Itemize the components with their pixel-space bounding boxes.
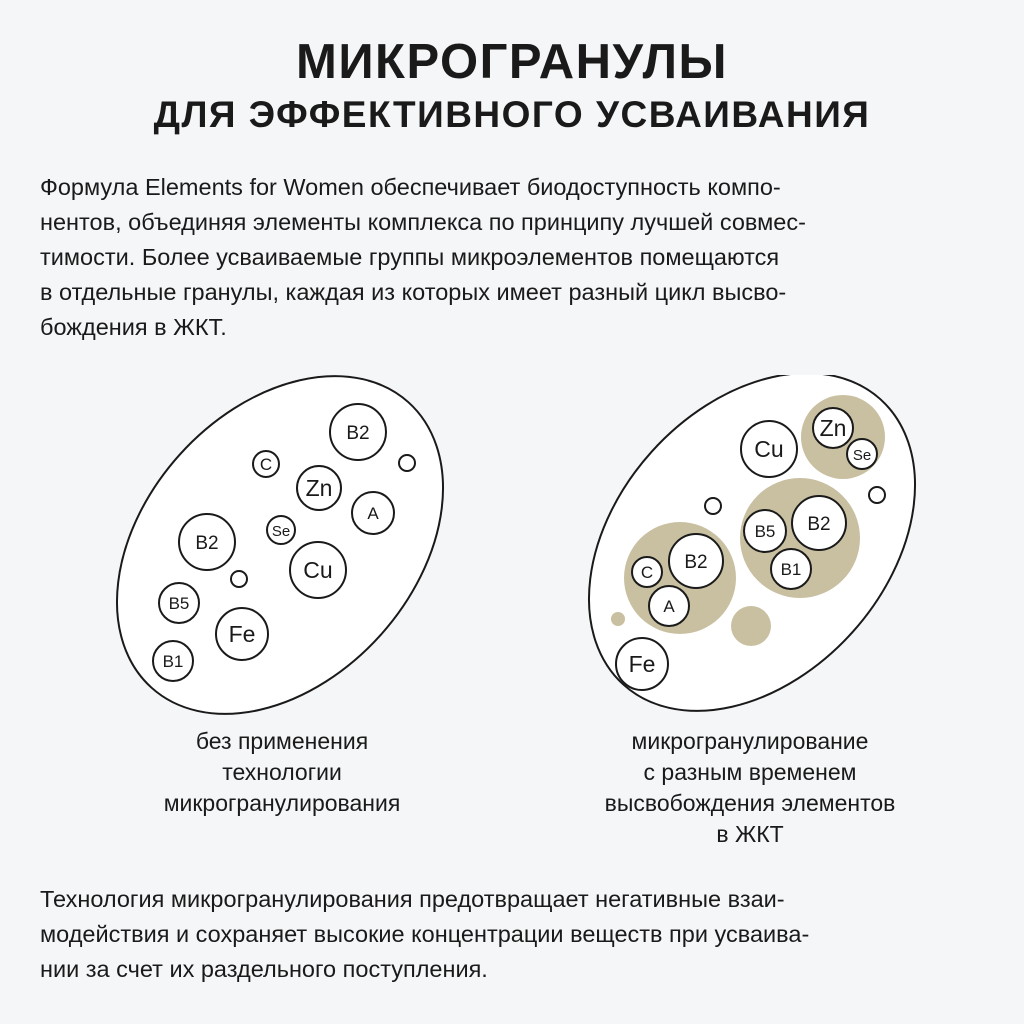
left-element-c xyxy=(253,451,279,477)
left-small-dot xyxy=(231,571,247,587)
outro-line: нии за счет их раздельного поступления. xyxy=(40,956,488,982)
right-solid-granule xyxy=(731,606,771,646)
svg-text:Cu: Cu xyxy=(754,436,784,462)
right-element-c xyxy=(632,557,662,587)
svg-text:Se: Se xyxy=(271,523,291,540)
right-element-cu xyxy=(741,421,797,477)
right-capsule xyxy=(523,375,981,720)
svg-text:C: C xyxy=(259,455,273,474)
left-element-a xyxy=(352,492,394,534)
outro-paragraph xyxy=(40,882,990,987)
left-element-fe xyxy=(216,608,268,660)
left-capsule-outline xyxy=(51,375,509,720)
right-element-se xyxy=(847,439,877,469)
svg-text:Fe: Fe xyxy=(628,651,656,677)
svg-text:B2: B2 xyxy=(807,514,831,535)
right-element-b2 xyxy=(792,496,846,550)
left-element-se xyxy=(267,516,295,544)
left-caption xyxy=(97,726,467,819)
svg-text:Cu: Cu xyxy=(303,557,333,583)
svg-text:Se: Se xyxy=(852,447,872,464)
left-capsule xyxy=(51,375,509,720)
right-small-dot xyxy=(705,498,721,514)
left-element-b5 xyxy=(159,583,199,623)
left-caption-line: без применения xyxy=(195,728,369,754)
right-caption-line: микрогранулирование xyxy=(631,728,869,754)
svg-text:B2: B2 xyxy=(195,533,219,554)
intro-line: Формула Elements for Women обеспечивает биодоступность компо- xyxy=(40,174,781,200)
right-element-zn xyxy=(813,408,853,448)
right-granule-c-b2-a xyxy=(624,522,736,634)
svg-text:B2: B2 xyxy=(684,552,708,573)
right-caption-line: в ЖКТ xyxy=(716,821,784,847)
right-granule-zn-se xyxy=(801,395,885,479)
outro-line: Технология микрогранулирования предотвращает негативные взаи- xyxy=(40,886,785,912)
svg-text:B2: B2 xyxy=(346,423,370,444)
left-element-zn xyxy=(297,466,341,510)
left-small-dot xyxy=(399,455,415,471)
right-element-a xyxy=(649,586,689,626)
svg-text:B5: B5 xyxy=(168,594,190,613)
svg-text:A: A xyxy=(367,504,379,523)
page-subtitle: ДЛЯ ЭФФЕКТИВНОГО УСВАИВАНИЯ xyxy=(153,94,871,135)
outro-line: модействия и сохраняет высокие концентрации веществ при усваива- xyxy=(40,921,810,947)
right-element-b2-lower xyxy=(669,534,723,588)
right-granule-b-group xyxy=(740,478,860,598)
right-caption xyxy=(565,726,935,850)
left-caption-line: микрогранулирования xyxy=(163,790,401,816)
left-element-b2-mid xyxy=(179,514,235,570)
right-caption-line: высвобождения элементов xyxy=(604,790,896,816)
svg-text:Fe: Fe xyxy=(228,621,256,647)
right-element-b5 xyxy=(744,510,786,552)
intro-paragraph xyxy=(40,170,990,345)
svg-text:B5: B5 xyxy=(754,522,776,541)
right-element-b1 xyxy=(771,549,811,589)
svg-text:C: C xyxy=(640,563,654,582)
right-caption-line: с разным временем xyxy=(643,759,857,785)
left-element-b1 xyxy=(153,641,193,681)
intro-line: нентов, объединяя элементы комплекса по принципу лучшей совмес- xyxy=(40,209,806,235)
left-caption-line: технологии xyxy=(222,759,342,785)
granule-comparison-diagram xyxy=(0,375,1024,720)
svg-text:A: A xyxy=(663,597,675,616)
svg-text:Zn: Zn xyxy=(305,475,333,501)
page-title: МИКРОГРАНУЛЫ xyxy=(296,35,728,89)
svg-text:B1: B1 xyxy=(780,560,802,579)
svg-text:Zn: Zn xyxy=(819,415,847,441)
intro-line: бождения в ЖКТ. xyxy=(40,314,227,340)
right-solid-granule-small xyxy=(611,612,625,626)
right-element-fe xyxy=(616,638,668,690)
left-element-cu xyxy=(290,542,346,598)
svg-text:B1: B1 xyxy=(162,652,184,671)
intro-line: в отдельные гранулы, каждая из которых имеет разный цикл высво- xyxy=(40,279,787,305)
intro-line: тимости. Более усваиваемые группы микроэлементов помещаются xyxy=(40,244,780,270)
left-element-b2-top xyxy=(330,404,386,460)
right-small-dot xyxy=(869,487,885,503)
